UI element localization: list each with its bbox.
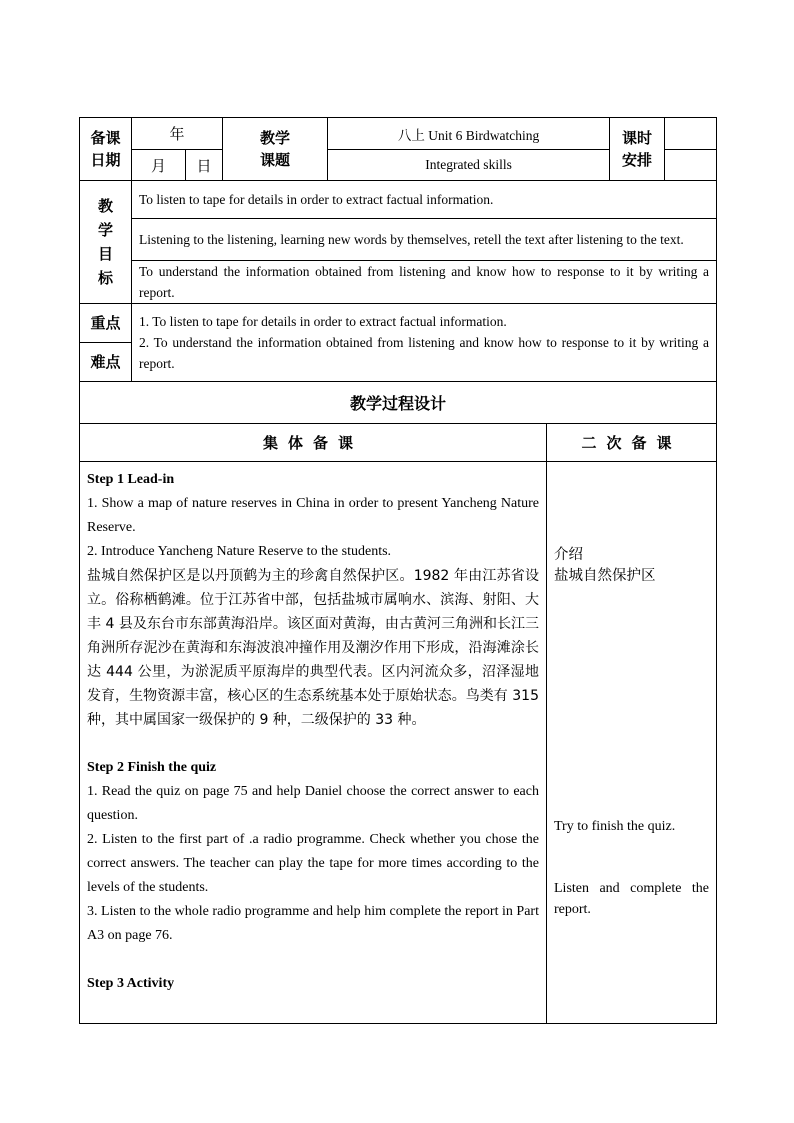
lesson-info-table	[79, 117, 717, 382]
period-cell-top	[665, 118, 717, 150]
objective-1: To listen to tape for details in order to extract factual information.	[132, 181, 717, 219]
col-second-header: 二次备课	[547, 424, 717, 462]
day-cell: 日	[186, 150, 223, 181]
main-content	[80, 462, 547, 1024]
side-note-2: 盐城自然保护区	[554, 568, 656, 584]
period-cell-bottom	[665, 150, 717, 181]
difficult-point-label: 难点	[80, 343, 132, 382]
objective-3: To understand the information obtained from listening and know how to response to it by writing a report.	[132, 261, 717, 304]
process-title: 教学过程设计	[80, 382, 717, 424]
step1-chinese-paragraph: 盐城自然保护区是以丹顶鹤为主的珍禽自然保护区。1982 年由江苏省设立。俗称栖鹤滩。位于江苏省中部，包括盐城市属响水、滨海、射阳、大丰 4 县及东台市东部黄海沿岸。该区面对黄海，由古黄河三角洲和长江三角洲所存泥沙在黄海和东海波浪冲撞作用及潮汐作用下形成，沿海滩涂长达 444 公里，为淤泥质平原海岸的典型代表。区内河流众多，沼泽湿地发育，生物资源丰富，核心区的生态系统基本处于原始状态。鸟类有 315 种，其中属国家一级保护的 9 种，二级保护的 33 种。	[87, 568, 539, 728]
side-note-4: Listen and complete the report.	[554, 881, 710, 917]
period-label: 课时安排	[610, 118, 665, 181]
prep-date-label: 备课日期	[80, 118, 132, 181]
topic-subtitle: Integrated skills	[328, 150, 610, 181]
col-main-header: 集体备课	[80, 424, 547, 462]
side-note-1: 介绍	[554, 547, 583, 563]
step1-title: Step 1 Lead-in	[87, 472, 175, 487]
key-point-2: 2. To understand the information obtained from listening and know how to response to it by writing a report.	[139, 335, 710, 371]
step2-line3: 3. Listen to the whole radio programme and help him complete the report in Part A3 on page 76.	[87, 904, 539, 943]
step2-line2: 2. Listen to the first part of .a radio programme. Check whether you chose the correct answers. The teacher can play the tape for more times according to the levels of the students.	[87, 832, 539, 895]
topic-label: 教学课题	[223, 118, 328, 181]
topic-title: 八上 Unit 6 Birdwatching	[328, 118, 610, 150]
objective-2: Listening to the listening, learning new words by themselves, retell the text after listening to the text.	[132, 219, 717, 261]
key-point-1: 1. To listen to tape for details in order to extract factual information.	[139, 314, 507, 329]
second-prep-content	[547, 462, 717, 1024]
step3-title: Step 3 Activity	[87, 976, 175, 991]
objectives-label: 教学目标	[80, 181, 132, 304]
key-point-label: 重点	[80, 304, 132, 343]
key-points-text	[132, 304, 717, 382]
step1-line2: 2. Introduce Yancheng Nature Reserve to the students.	[87, 544, 392, 559]
year-cell: 年	[132, 118, 223, 150]
process-table	[79, 381, 717, 1024]
month-cell: 月	[132, 150, 186, 181]
step2-title: Step 2 Finish the quiz	[87, 760, 217, 775]
step2-line1: 1. Read the quiz on page 75 and help Daniel choose the correct answer to each question.	[87, 784, 539, 823]
side-note-3: Try to finish the quiz.	[554, 819, 676, 834]
step1-line1: 1. Show a map of nature reserves in China in order to present Yancheng Nature Reserve.	[87, 496, 539, 535]
